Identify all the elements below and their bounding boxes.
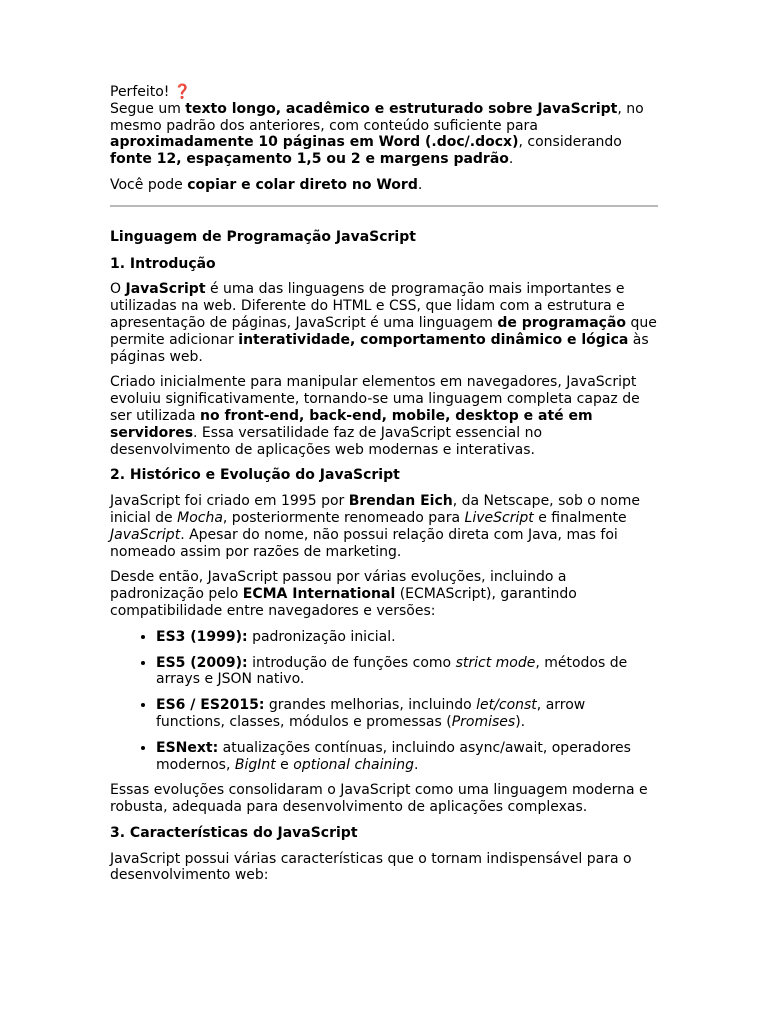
ecmascript-versions-list: [110, 629, 658, 774]
document-page: [110, 84, 658, 893]
section1-paragraph-1: O JavaScript é uma das linguagens de programação mais importantes e utilizadas na web. Diferente do HTML e CSS, que lidam com a estrutura e apresentação de páginas, JavaScript é uma linguagem de programação que permite adicionar interatividade, comportamento dinâmico e lógica às páginas web.: [110, 281, 657, 365]
section3-paragraph-1: JavaScript possui várias características que o tornam indispensável para o desenvolvimento web:: [110, 850, 632, 884]
horizontal-divider: [110, 205, 658, 207]
section2-paragraph-3: Essas evoluções consolidaram o JavaScript como uma linguagem moderna e robusta, adequada para desenvolvimento de aplicações complexas.: [110, 782, 648, 816]
intro-paragraph: Segue um texto longo, acadêmico e estruturado sobre JavaScript, no mesmo padrão dos anteriores, com conteúdo suficiente para aproximadamente 10 páginas em Word (.doc/.docx), considerando fonte 12, espaçamento 1,5 ou 2 e margens padrão.: [110, 100, 644, 168]
list-item: • ESNext: atualizações contínuas, incluindo async/await, operadores modernos, BigInt e optional chaining.: [156, 740, 658, 774]
section-heading-caracteristicas: 3. Características do JavaScript: [110, 824, 358, 841]
section2-paragraph-2: Desde então, JavaScript passou por várias evoluções, incluindo a padronização pelo ECMA International (ECMAScript), garantindo compatibilidade entre navegadores e versões:: [110, 569, 577, 619]
list-item: • ES6 / ES2015: grandes melhorias, incluindo let/const, arrow functions, classes, módulos e promessas (Promises).: [156, 697, 658, 731]
section2-paragraph-1: JavaScript foi criado em 1995 por Brendan Eich, da Netscape, sob o nome inicial de Mocha, posteriormente renomeado para LiveScript e finalmente JavaScript. Apesar do nome, não possui relação direta com Java, mas foi nomeado assim por razões de marketing.: [110, 493, 640, 560]
intro-copy-paragraph: Você pode copiar e colar direto no Word.: [110, 176, 423, 193]
document-title: Linguagem de Programação JavaScript: [110, 228, 416, 245]
greeting-line: Perfeito! ❓: [110, 84, 192, 100]
list-item: • ES5 (2009): introdução de funções como strict mode, métodos de arrays e JSON nativo.: [156, 655, 658, 689]
list-item: • ES3 (1999): padronização inicial.: [156, 629, 658, 646]
section1-paragraph-2: Criado inicialmente para manipular elementos em navegadores, JavaScript evoluiu significativamente, tornando-se uma linguagem completa capaz de ser utilizada no front-end, back-end, mobile, desktop e até em servidores. Essa versatilidade faz de JavaScript essencial no desenvolvimento de aplicações web modernas e interativas.: [110, 374, 640, 458]
section-heading-introducao: 1. Introdução: [110, 255, 216, 272]
section-heading-historico: 2. Histórico e Evolução do JavaScript: [110, 467, 400, 484]
